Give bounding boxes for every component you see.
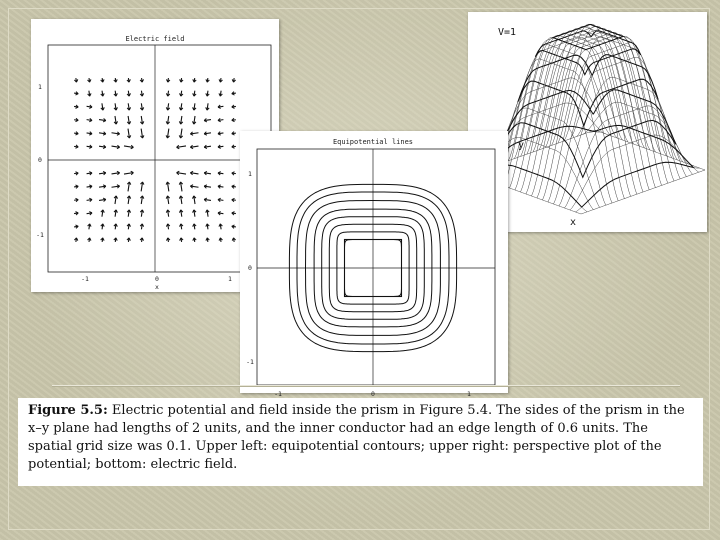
surface-grid-line <box>526 30 650 194</box>
surface-grid-line <box>515 26 639 190</box>
contour-xtick-right: 1 <box>467 390 471 398</box>
surface-y-label: y <box>518 140 525 151</box>
field-xtick-mid: 0 <box>155 275 159 283</box>
field-xtick-left: -1 <box>81 275 89 283</box>
contour-xtick-left: -1 <box>274 390 282 398</box>
surface-grid-line <box>548 43 672 203</box>
surface-grid-line <box>581 170 705 214</box>
slide-divider <box>52 385 680 387</box>
field-plot-title: Electric field <box>125 35 185 43</box>
surface-x-label: x <box>570 217 577 228</box>
surface-grid-line <box>496 81 606 205</box>
caption-label: Figure 5.5: <box>28 403 108 418</box>
surface-level-curve <box>518 55 658 126</box>
field-ytick-mid: 0 <box>38 156 42 164</box>
field-xtick-right: 1 <box>228 275 232 283</box>
contour-plot-title: Equipotential lines <box>332 138 414 146</box>
figure-caption <box>18 398 703 486</box>
surface-top-label: V=1 <box>498 27 517 38</box>
contour-ytick-top: 1 <box>248 170 252 178</box>
field-ytick-top: 1 <box>38 83 42 91</box>
equipotential-plot <box>240 131 508 398</box>
caption-text: Electric potential and field inside the prism in Figure 5.4. The sides of the prism in the x–y plane had lengths of 2 units, and the inner conductor had an edge length of 0.6 units. The spatial grid size was 0.1. Upper left: equipotential contours; upper right: perspective plot of the potential; bottom: electric field. <box>28 403 689 472</box>
surface-grid-line <box>510 24 634 188</box>
contour-ytick-bot: -1 <box>246 358 254 366</box>
equipotential-figure <box>240 131 508 398</box>
field-plot-frame <box>48 45 271 272</box>
contour-xtick-mid: 0 <box>371 390 375 398</box>
field-ytick-bot: -1 <box>36 231 44 239</box>
field-x-label: x <box>155 283 159 291</box>
contour-ytick-mid: 0 <box>248 264 252 272</box>
